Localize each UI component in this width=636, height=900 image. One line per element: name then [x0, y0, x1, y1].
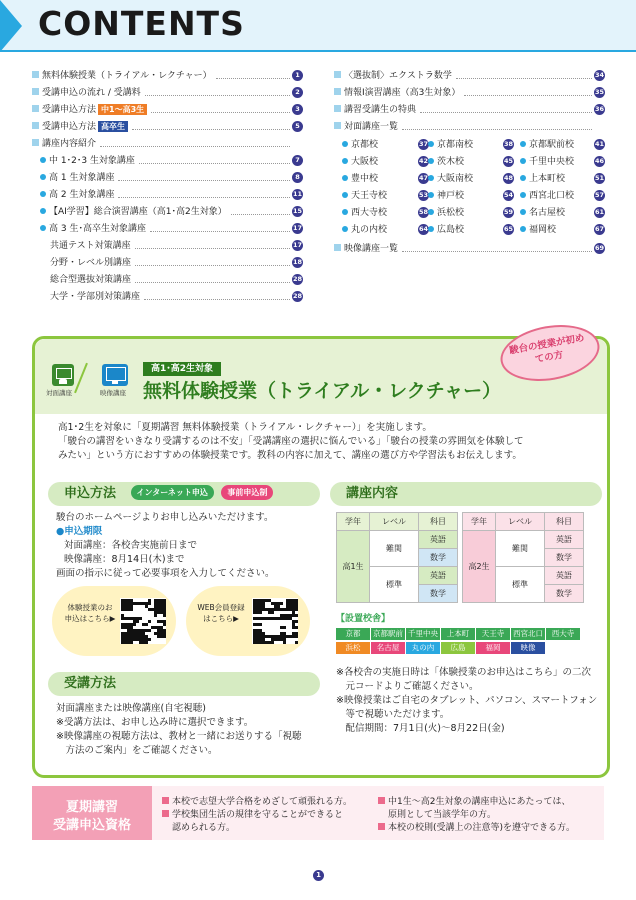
qual-item-3	[378, 796, 570, 809]
qual-item-1	[162, 796, 352, 809]
campus-index-label: 丸の内校	[351, 225, 388, 235]
campus-page-number: 46	[594, 157, 605, 165]
dot-bullet-icon	[428, 209, 434, 215]
toc-item[interactable]	[334, 68, 452, 84]
toc-leader	[135, 248, 290, 249]
toc-item[interactable]	[40, 170, 114, 186]
toc-item-label: 受講申込方法	[42, 105, 97, 115]
toc-item-label: 無料体験授業（トライアル・レクチャー）	[42, 71, 212, 81]
dot-bullet-icon	[40, 208, 46, 214]
apply-screen-line: 画面の指示に従って必要事項を入力してください。	[56, 568, 275, 579]
toc-page-number: 28	[292, 292, 303, 300]
toc-item-label: 情報Ⅰ演習講座（高3生対象）	[344, 88, 461, 98]
dot-bullet-icon	[342, 158, 348, 164]
square-bullet-icon	[334, 105, 341, 112]
toc-item-label: 受講申込方法	[42, 122, 97, 132]
dot-bullet-icon	[520, 141, 526, 147]
toc-item[interactable]	[50, 289, 140, 305]
qual-title-1: 夏期講習	[65, 800, 118, 815]
campus-index-label: 千里中央校	[529, 157, 575, 167]
toc-item[interactable]	[32, 68, 212, 84]
campus-index-label: 天王寺校	[351, 191, 388, 201]
toc-item[interactable]	[334, 102, 416, 118]
toc-item[interactable]	[32, 119, 128, 135]
square-bullet-icon	[32, 88, 39, 95]
course-note-5: 配信期間：7月1日(火)～8月22日(金)	[336, 723, 505, 734]
toc-badge: 中1～高3生	[98, 104, 147, 115]
toc-page-number: 69	[594, 244, 605, 252]
campus-index-label: 広島校	[437, 225, 465, 235]
page-title: CONTENTS	[38, 4, 245, 43]
intro-line-2: 「駿台の講習をいきなり受講するのは不安」「受講講座の選択に悩んでいる」「駿台の授業の雰囲気を体験して	[58, 436, 524, 447]
campus-index-item[interactable]	[428, 171, 473, 187]
toc-item-label: 高 1 生対象講座	[49, 173, 115, 183]
toc-badge: 高卒生	[98, 121, 128, 132]
campus-index-label: 神戸校	[437, 191, 465, 201]
subject-math: 数学	[419, 549, 458, 567]
dot-bullet-icon	[428, 192, 434, 198]
toc-leader	[118, 197, 290, 198]
toc-item[interactable]	[50, 255, 131, 271]
qr-trial-label: 体験授業のお申込はこちら▶	[64, 603, 116, 623]
campus-index-item[interactable]	[520, 137, 574, 153]
toc-leader	[145, 95, 290, 96]
toc-page-number: 1	[292, 70, 303, 81]
apply-period-1: 対面講座：各校舎実施前日まで	[64, 540, 198, 551]
toc-item-label: 中 1･2･3 生対象講座	[49, 156, 135, 166]
square-bullet-icon	[32, 71, 39, 78]
th-grade: 学年	[463, 513, 496, 531]
campus-index-item[interactable]	[342, 188, 387, 204]
dot-bullet-icon	[520, 158, 526, 164]
toc-page-number: 5	[292, 121, 303, 132]
contents-header	[0, 0, 636, 52]
course-note-3: ※映像授業はご自宅のタブレット、パソコン、スマートフォン	[336, 695, 598, 706]
square-bullet-icon	[334, 244, 341, 251]
target-badge: 高1･高2生対象	[143, 362, 221, 376]
toc-item[interactable]	[334, 85, 460, 101]
th-subject: 科目	[545, 513, 584, 531]
campus-index-label: 西宮北口校	[529, 191, 575, 201]
campus-index-label: 浜松校	[437, 208, 465, 218]
campus-index-item[interactable]	[520, 154, 574, 170]
header-arrow-icon	[0, 0, 22, 52]
campus-index-item[interactable]	[428, 154, 464, 170]
dot-bullet-icon	[520, 175, 526, 181]
toc-leader	[144, 299, 290, 300]
th-level: レベル	[370, 513, 419, 531]
campus-page-number: 37	[418, 140, 429, 148]
subject-en: 英語	[545, 531, 584, 549]
toc-item[interactable]	[40, 204, 227, 220]
toc-item[interactable]	[334, 119, 398, 135]
method-line-2: ※受講方法は、お申し込み時に選択できます。	[56, 717, 254, 728]
qual-title-2: 受講申込資格	[52, 818, 131, 833]
toc-page-number: 18	[292, 258, 303, 266]
campus-page-number: 51	[594, 174, 605, 182]
campus-index-item[interactable]	[520, 205, 565, 221]
level-hard: 難関	[370, 531, 419, 567]
campus-chip: 西宮北口	[513, 629, 543, 638]
toc-leader	[135, 265, 290, 266]
header-divider	[0, 50, 636, 52]
pink-bullet-icon	[162, 797, 169, 804]
subject-en: 英語	[419, 531, 458, 549]
toc-leader	[135, 282, 290, 283]
intro-line-3: みたい」という方におすすめの体験授業です。教科の内容に加えて、講座の選び方や学習法もお伝えします。	[58, 450, 522, 461]
campus-index-label: 大阪南校	[437, 174, 474, 184]
advance-apply-pill: 事前申込制	[221, 485, 273, 500]
method-line-4: 方法のご案内」をご確認ください。	[56, 745, 218, 756]
campus-index-item[interactable]	[428, 188, 464, 204]
toc-page-number: 28	[292, 275, 303, 283]
campus-page-number: 41	[594, 140, 605, 148]
toc-item-label: 受講申込の流れ / 受講料	[42, 88, 141, 98]
campus-page-number: 61	[594, 208, 605, 216]
toc-leader	[139, 163, 290, 164]
campus-chip: 福岡	[476, 642, 510, 654]
th-grade: 学年	[337, 513, 370, 531]
toc-leader	[151, 112, 290, 113]
qr-code-web[interactable]	[252, 598, 298, 644]
campus-chip: 西大寺	[546, 628, 580, 640]
grade-1: 高1生	[337, 531, 370, 603]
toc-page-number: 3	[292, 104, 303, 115]
toc-leader	[118, 180, 290, 181]
qual-item-text: 学校集団生活の規律を守ることができると	[172, 810, 344, 820]
toc-item-label: 講座内容紹介	[42, 139, 97, 149]
method-line-3: ※映像講座の視聴方法は、教材と一緒にお送りする「視聴	[56, 731, 302, 742]
toc-item-video[interactable]	[334, 241, 398, 257]
campus-index-item[interactable]	[428, 137, 473, 153]
course-heading	[330, 482, 602, 506]
campus-index-label: 大阪校	[351, 157, 379, 167]
dot-bullet-icon	[40, 191, 46, 197]
dot-bullet-icon	[342, 175, 348, 181]
campus-index-label: 名古屋校	[529, 208, 566, 218]
level-hard: 難関	[496, 531, 545, 567]
dot-bullet-icon	[428, 158, 434, 164]
dot-bullet-icon	[342, 192, 348, 198]
campus-index-label: 福岡校	[529, 225, 557, 235]
dot-bullet-icon	[520, 192, 526, 198]
qr-web-label: WEB会員登録はこちら▶	[197, 603, 245, 623]
campus-index-item[interactable]	[520, 222, 556, 238]
campus-page-number: 38	[503, 140, 514, 148]
subject-math: 数学	[545, 585, 584, 603]
toc-item[interactable]	[32, 136, 96, 152]
toc-item-label: 高 2 生対象講座	[49, 190, 115, 200]
toc-leader	[150, 231, 290, 232]
level-std: 標準	[370, 567, 419, 603]
trial-title: 無料体験授業（トライアル・レクチャー）	[143, 380, 502, 402]
toc-item-label: 映像講座一覧	[344, 244, 399, 254]
toc-leader	[420, 112, 592, 113]
toc-item-label: 講習受講生の特典	[344, 105, 417, 115]
campus-index-item[interactable]	[520, 171, 565, 187]
qual-item-3b: 原則として当該学年の方。	[388, 810, 497, 820]
dot-bullet-icon	[342, 141, 348, 147]
campus-index-item[interactable]	[520, 188, 574, 204]
icon-label-classroom: 対面講座	[46, 389, 72, 397]
campus-index-label: 京都校	[351, 140, 379, 150]
campus-page-number: 48	[503, 174, 514, 182]
square-bullet-icon	[334, 71, 341, 78]
qual-item-text: 中1生～高2生対象の講座申込にあたっては、	[388, 797, 571, 807]
campus-index-item[interactable]	[428, 205, 464, 221]
qual-item-2b: 認められる方。	[172, 823, 236, 833]
toc-page-number: 17	[292, 241, 303, 249]
campus-page-number: 42	[418, 157, 429, 165]
qual-item-4	[378, 822, 575, 835]
course-heading-text: 講座内容	[346, 486, 399, 501]
campus-page-number: 58	[418, 208, 429, 216]
apply-heading-text: 申込方法	[64, 486, 117, 501]
toc-item-label: 総合型選抜対策講座	[50, 275, 132, 285]
campus-page-number: 67	[594, 225, 605, 233]
apply-heading	[48, 482, 320, 506]
toc-item[interactable]	[32, 85, 141, 101]
toc-leader	[402, 129, 592, 130]
method-line-1: 対面講座または映像講座(自宅視聴)	[56, 703, 206, 714]
campus-index-item[interactable]	[342, 154, 378, 170]
campus-heading: 【設置校舎】	[336, 614, 391, 624]
classroom-icon	[52, 364, 74, 386]
campus-index-label: 茨木校	[437, 157, 465, 167]
qual-item-text: 本校で志望大学合格をめざして頑張れる方。	[172, 797, 353, 807]
toc-item[interactable]	[40, 221, 146, 237]
qual-item-2	[162, 809, 343, 822]
pink-bullet-icon	[378, 797, 385, 804]
toc-item-label: 〈選抜制〉エクストラ数学	[344, 71, 452, 81]
campus-index-label: 西大寺校	[351, 208, 388, 218]
dot-bullet-icon	[428, 175, 434, 181]
campus-chip: 上本町	[441, 628, 475, 640]
campus-chip: 京都	[336, 628, 370, 640]
subject-math: 数学	[419, 585, 458, 603]
toc-item[interactable]	[40, 153, 135, 169]
campus-index-label: 京都南校	[437, 140, 474, 150]
dot-bullet-icon	[40, 157, 46, 163]
apply-line-1: 駿台のホームページよりお申し込みいただけます。	[56, 512, 274, 523]
course-note-2: 元コードよりご確認ください。	[336, 681, 479, 692]
campus-index-item[interactable]	[428, 222, 464, 238]
campus-chip: 千里中央	[408, 629, 438, 638]
grade-2: 高2生	[463, 531, 496, 603]
dot-bullet-icon	[428, 141, 434, 147]
qr-code-trial[interactable]	[120, 598, 166, 644]
toc-page-number: 15	[292, 207, 303, 215]
th-level: レベル	[496, 513, 545, 531]
dot-bullet-icon	[428, 226, 434, 232]
apply-period-label: ●申込期限	[56, 526, 103, 537]
dot-bullet-icon	[342, 209, 348, 215]
toc-page-number: 7	[292, 155, 303, 166]
subject-math: 数学	[545, 549, 584, 567]
course-table-grade1	[336, 512, 458, 603]
campus-chip: 京都駅前	[373, 629, 403, 638]
subject-en: 英語	[545, 567, 584, 585]
dot-bullet-icon	[40, 225, 46, 231]
dot-bullet-icon	[520, 226, 526, 232]
campus-index-item[interactable]	[342, 171, 378, 187]
intro-line-1: 高1･2生を対象に「夏期講習 無料体験授業（トライアル・レクチャー）」を実施します。	[58, 422, 432, 433]
course-table-grade2	[462, 512, 584, 603]
campus-page-number: 53	[418, 191, 429, 199]
subject-en: 英語	[419, 567, 458, 585]
pink-bullet-icon	[162, 810, 169, 817]
toc-item-label: 【AI学習】総合演習講座（高1･高2生対象）	[49, 207, 227, 217]
toc-page-number: 17	[292, 224, 303, 232]
method-heading-text: 受講方法	[64, 676, 117, 691]
square-bullet-icon	[32, 139, 39, 146]
method-heading	[48, 672, 320, 696]
campus-page-number: 54	[503, 191, 514, 199]
toc-page-number: 34	[594, 71, 605, 79]
campus-chip: 天王寺	[476, 628, 510, 640]
campus-page-number: 59	[503, 208, 514, 216]
toc-item[interactable]	[50, 238, 131, 254]
dot-bullet-icon	[40, 174, 46, 180]
internet-apply-pill: インターネット申込	[131, 485, 214, 500]
toc-item-label: 高 3 生･高卒生対象講座	[49, 224, 146, 234]
course-note-1: ※各校舎の実施日時は「体験授業のお申込はこちら」の二次	[336, 667, 591, 678]
toc-leader	[402, 251, 592, 252]
toc-item[interactable]	[40, 187, 114, 203]
campus-page-number: 64	[418, 225, 429, 233]
campus-chip: 丸の内	[406, 642, 440, 654]
campus-index-label: 豊中校	[351, 174, 379, 184]
dot-bullet-icon	[520, 209, 526, 215]
th-subject: 科目	[419, 513, 458, 531]
toc-item[interactable]	[50, 272, 131, 288]
page-number: 1	[313, 870, 324, 881]
toc-page-number: 8	[292, 172, 303, 183]
toc-leader	[132, 129, 290, 130]
campus-index-label: 上本町校	[529, 174, 566, 184]
pink-bullet-icon	[378, 823, 385, 830]
square-bullet-icon	[32, 122, 39, 129]
toc-item-label: 共通テスト対策講座	[50, 241, 131, 251]
campus-page-number: 45	[503, 157, 514, 165]
balloon-text: 駿台の授業が初めての方	[508, 332, 586, 366]
toc-page-number: 36	[594, 105, 605, 113]
campus-chip: 浜松	[336, 642, 370, 654]
square-bullet-icon	[32, 105, 39, 112]
square-bullet-icon	[334, 122, 341, 129]
campus-page-number: 57	[594, 191, 605, 199]
toc-item[interactable]	[32, 102, 147, 118]
campus-chip: 広島	[441, 642, 475, 654]
course-note-4: 等で視聴いただけます。	[336, 709, 450, 720]
campus-page-number: 65	[503, 225, 514, 233]
campus-index-item[interactable]	[342, 205, 387, 221]
qual-item-text: 本校の校則(受講上の注意等)を遵守できる方。	[388, 823, 576, 833]
campus-index-item[interactable]	[342, 137, 378, 153]
toc-page-number: 35	[594, 88, 605, 96]
dot-bullet-icon	[342, 226, 348, 232]
campus-index-label: 京都駅前校	[529, 140, 575, 150]
level-std: 標準	[496, 567, 545, 603]
campus-chip: 名古屋	[371, 642, 405, 654]
campus-page-number: 47	[418, 174, 429, 182]
toc-leader	[216, 78, 290, 79]
toc-leader	[100, 146, 290, 147]
video-monitor-icon	[102, 364, 128, 386]
toc-item-label: 大学・学部別対策講座	[50, 292, 141, 302]
toc-leader	[464, 95, 592, 96]
toc-page-number: 11	[292, 190, 303, 198]
toc-item-label: 対面講座一覧	[344, 122, 399, 132]
campus-index-item[interactable]	[342, 222, 387, 238]
toc-page-number: 2	[292, 87, 303, 98]
campus-chip: 映像	[511, 642, 545, 654]
apply-period-2: 映像講座：8月14日(木)まで	[64, 554, 185, 565]
icon-label-video: 映像講座	[100, 389, 126, 397]
toc-leader	[456, 78, 592, 79]
toc-leader	[231, 214, 290, 215]
toc-item-label: 分野・レベル別講座	[50, 258, 132, 268]
square-bullet-icon	[334, 88, 341, 95]
